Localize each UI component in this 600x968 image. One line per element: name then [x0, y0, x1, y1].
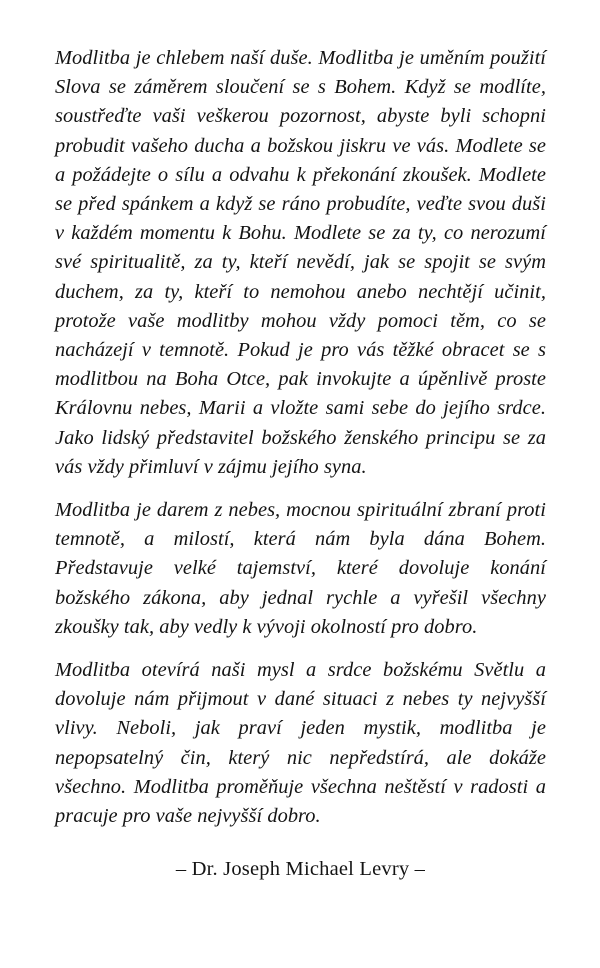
author-signature: – Dr. Joseph Michael Levry –	[175, 858, 426, 881]
paragraph-prayer-bread: Modlitba je chlebem naší duše. Modlitba je uměním použití Slova se záměrem sloučení se s Bohem. Když se modlíte, soustřeďte vaši veškerou pozornost, abyste byli schopni probudit vašeho ducha a božskou jiskru ve vás. Modlete se a požádejte o sílu a odvahu k překonání zkoušek. Modlete se před spánkem a když se ráno probudíte, veďte svou duši v každém momentu k Bohu. Modlete se za ty, co nerozumí své spiritualitě, za ty, kteří nevědí, jak se spojit se svým duchem, za ty, kteří to nemohou anebo nechtějí učinit, protože vaše modlitby mohou vždy pomoci těm, co se nacházejí v temnotě. Pokud je pro vás těžké obracet se s modlitbou na Boha Otce, pak invokujte a úpěnlivě proste Královnu nebes, Marii a vložte sami sebe do jejího srdce. Jako lidský představitel božského ženského principu se za vás vždy přimluví v zájmu jejího syna.	[55, 47, 546, 478]
paragraph-prayer-opens: Modlitba otevírá naši mysl a srdce božskému Světlu a dovoluje nám přijmout v dané situaci z nebes ty nejvyšší vlivy. Neboli, jak praví jeden mystik, modlitba je nepopsatelný čin, který nic nepředstírá, ale dokáže všechno. Modlitba proměňuje všechna neštěstí v radosti a pracuje pro vaše nejvyšší dobro.	[55, 659, 546, 828]
paragraph-prayer-gift: Modlitba je darem z nebes, mocnou spirituální zbraní proti temnotě, a milostí, která nám byla dána Bohem. Představuje velké tajemství, které dovoluje konání božského zákona, aby jednal rychle a vyřešil všechny zkoušky tak, aby vedly k vývoji okolností pro dobro.	[55, 499, 546, 638]
